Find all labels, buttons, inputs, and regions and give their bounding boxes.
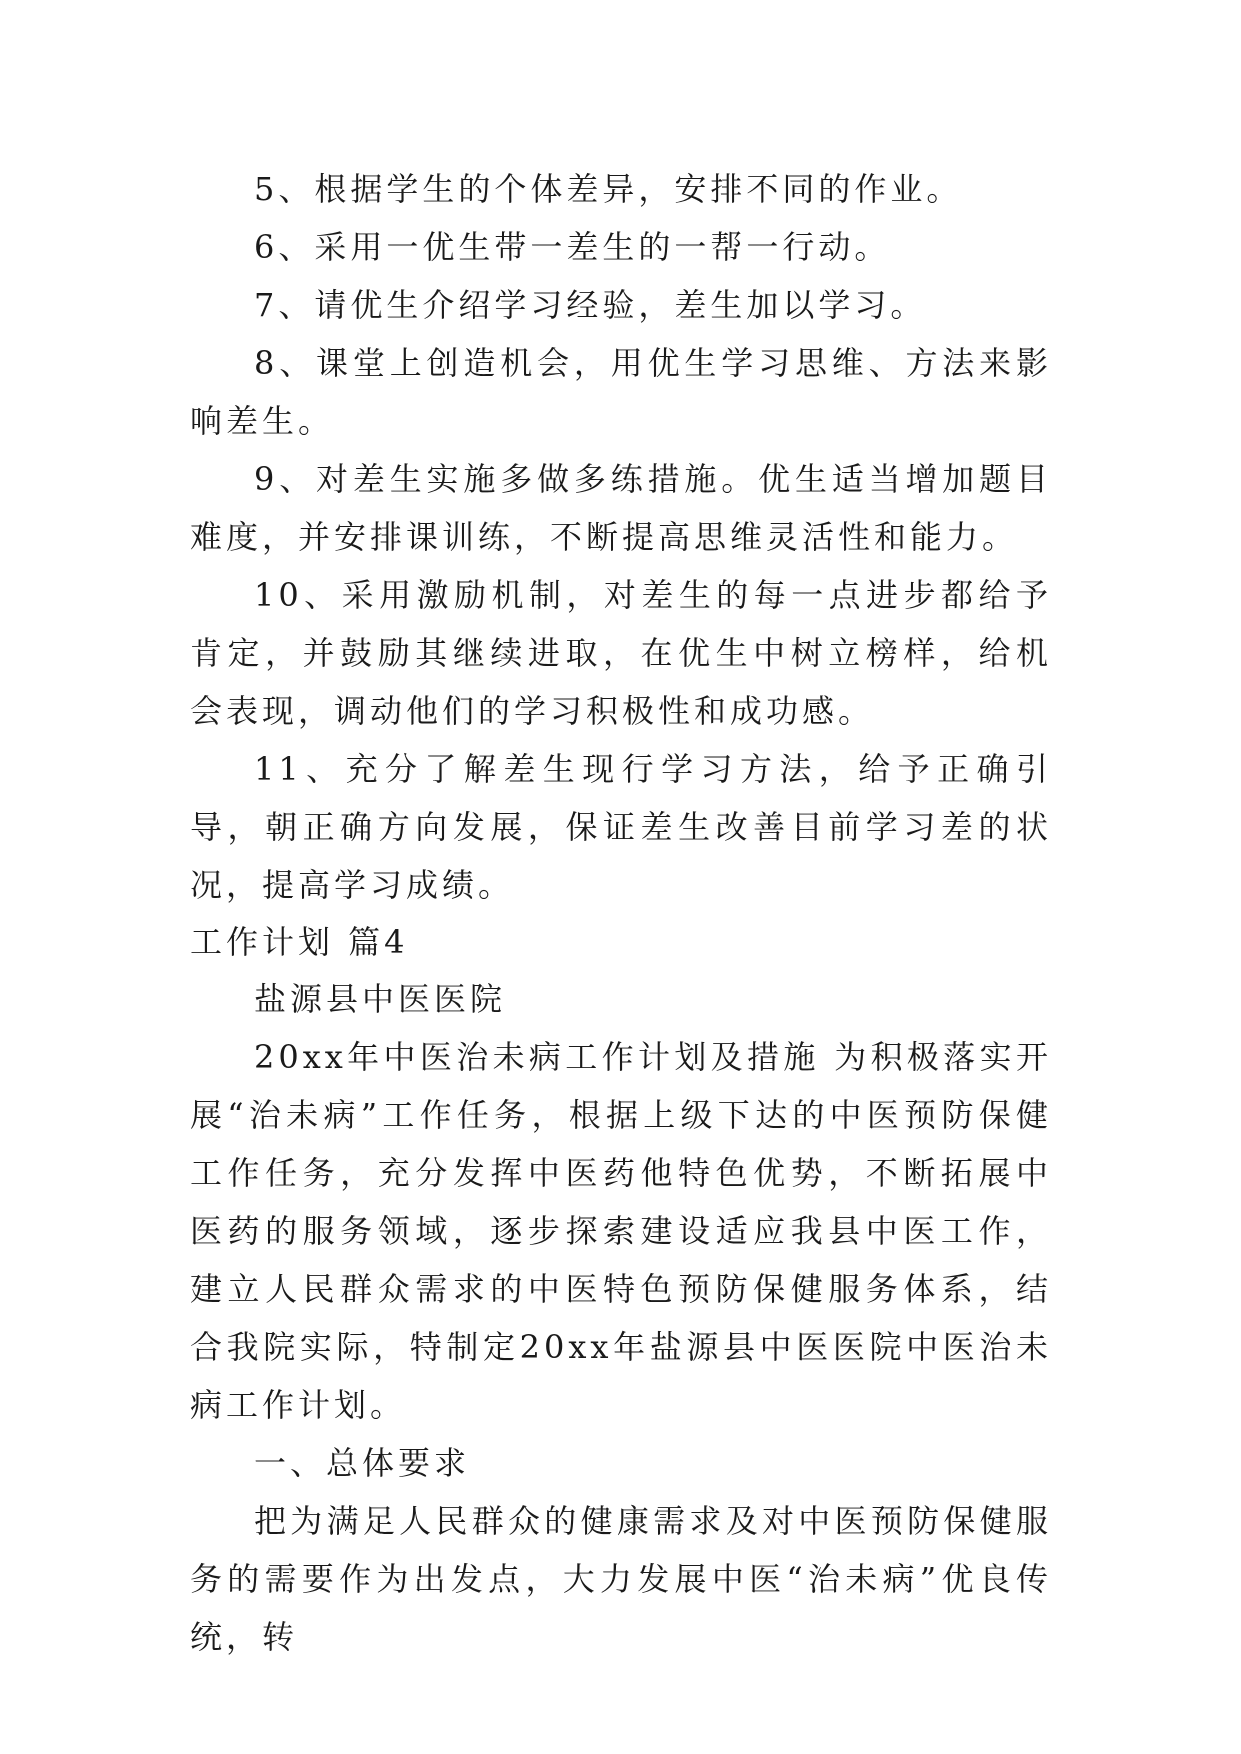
paragraph-item-9: 9、对差生实施多做多练措施。优生适当增加题目难度，并安排课训练，不断提高思维灵活性和能力。 [190,460,1052,556]
paragraph-item-6: 6、采用一优生带一差生的一帮一行动。 [254,228,891,266]
paragraph-item-10: 10、采用激励机制，对差生的每一点进步都给予肯定，并鼓励其继续进取，在优生中树立榜样，给机会表现，调动他们的学习积极性和成功感。 [190,576,1052,730]
requirements-paragraph: 把为满足人民群众的健康需求及对中医预防保健服务的需要作为出发点，大力发展中医“治未病”优良传统，转 [190,1502,1052,1656]
hospital-name: 盐源县中医医院 [254,980,507,1018]
paragraph-item-7: 7、请优生介绍学习经验，差生加以学习。 [254,286,927,324]
paragraph-item-8: 8、课堂上创造机会，用优生学习思维、方法来影响差生。 [190,344,1052,440]
plan-intro-paragraph: 20xx年中医治未病工作计划及措施 为积极落实开展“治未病”工作任务，根据上级下达的中医预防保健工作任务，充分发挥中医药他特色优势，不断拓展中医药的服务领域，逐步探索建设适应我县中医工作，建立人民群众需求的中医特色预防保健服务体系，结合我院实际，特制定20xx年盐源县中医医院中医治未病工作计划。 [190,1038,1052,1424]
document-body [190,160,1052,1666]
paragraph-item-11: 11、充分了解差生现行学习方法，给予正确引导，朝正确方向发展，保证差生改善目前学习差的状况，提高学习成绩。 [190,750,1052,904]
subsection-heading: 一、总体要求 [254,1444,471,1482]
paragraph-item-5: 5、根据学生的个体差异，安排不同的作业。 [254,170,963,208]
section-heading: 工作计划 篇4 [190,923,409,961]
